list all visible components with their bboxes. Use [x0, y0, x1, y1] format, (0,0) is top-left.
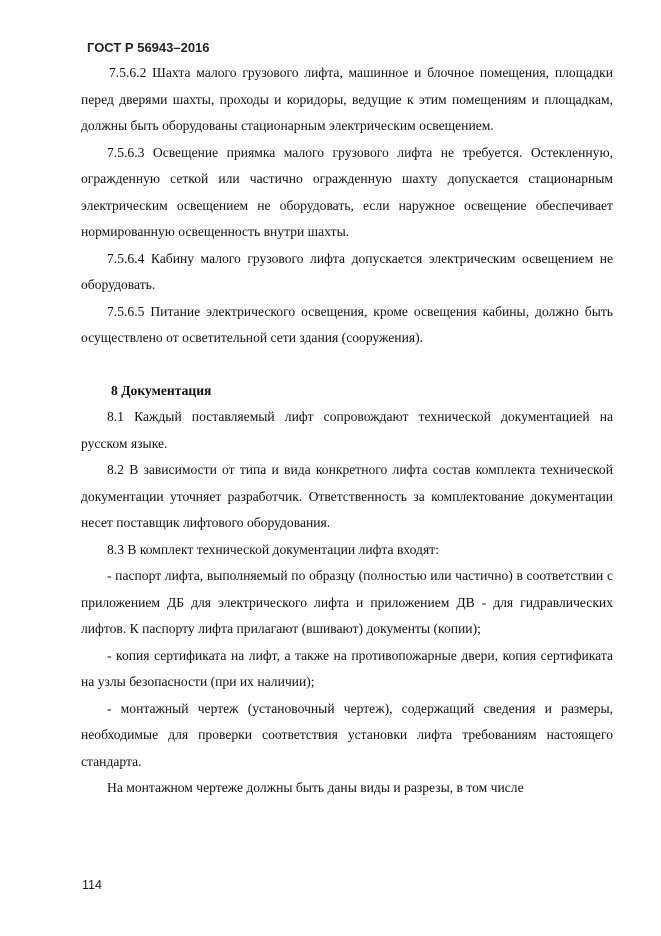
- paragraph-7-5-6-2: 7.5.6.2 Шахта малого грузового лифта, машинное и блочное помещения, площадки перед дверями шахты, проходы и коридоры, ведущие к этим помещениям и площадкам, должны быть оборудованы стационарным электрическим освещением.: [81, 65, 613, 133]
- page-body: [81, 60, 613, 802]
- paragraph-8-2: 8.2 В зависимости от типа и вида конкретного лифта состав комплекта технической документации уточняет разработчик. Ответственность за комплектование документации несет поставщик лифтового оборудования.: [81, 462, 613, 530]
- page-number: 114: [82, 878, 102, 892]
- document-code-header: ГОСТ Р 56943–2016: [87, 40, 210, 55]
- paragraph-7-5-6-4: 7.5.6.4 Кабину малого грузового лифта допускается электрическим освещением не оборудовать.: [81, 250, 613, 292]
- paragraph-8-1: 8.1 Каждый поставляемый лифт сопровождают технической документацией на русском языке.: [81, 409, 613, 451]
- paragraph-7-5-6-3: 7.5.6.3 Освещение приямка малого грузового лифта не требуется. Остекленную, огражденную сеткой или частично огражденную шахту допускается стационарным электрическим освещением не оборудовать, если наружное освещение обеспечивает нормированную освещенность внутри шахты.: [81, 144, 613, 239]
- paragraph-8-3: 8.3 В комплект технической документации лифта входят:: [107, 541, 439, 557]
- paragraph-drawing-views: На монтажном чертеже должны быть даны виды и разрезы, в том числе: [107, 780, 524, 795]
- section-8-title: 8 Документация: [111, 382, 212, 398]
- paragraph-7-5-6-5: 7.5.6.5 Питание электрического освещения, кроме освещения кабины, должно быть осуществлено от осветительной сети здания (сооружения).: [81, 303, 613, 345]
- list-item-passport: - паспорт лифта, выполняемый по образцу (полностью или частично) в соответствии с приложением ДБ для электрического лифта и приложением ДВ - для гидравлических лифтов. К паспорту лифта прилагают (вшивают) документы (копии);: [81, 568, 613, 636]
- list-item-certificate: - копия сертификата на лифт, а также на противопожарные двери, копия сертификата на узлы безопасности (при их наличии);: [81, 647, 613, 689]
- list-item-installation-drawing: - монтажный чертеж (установочный чертеж), содержащий сведения и размеры, необходимые для проверки соответствия установки лифта требованиям настоящего стандарта.: [81, 700, 613, 769]
